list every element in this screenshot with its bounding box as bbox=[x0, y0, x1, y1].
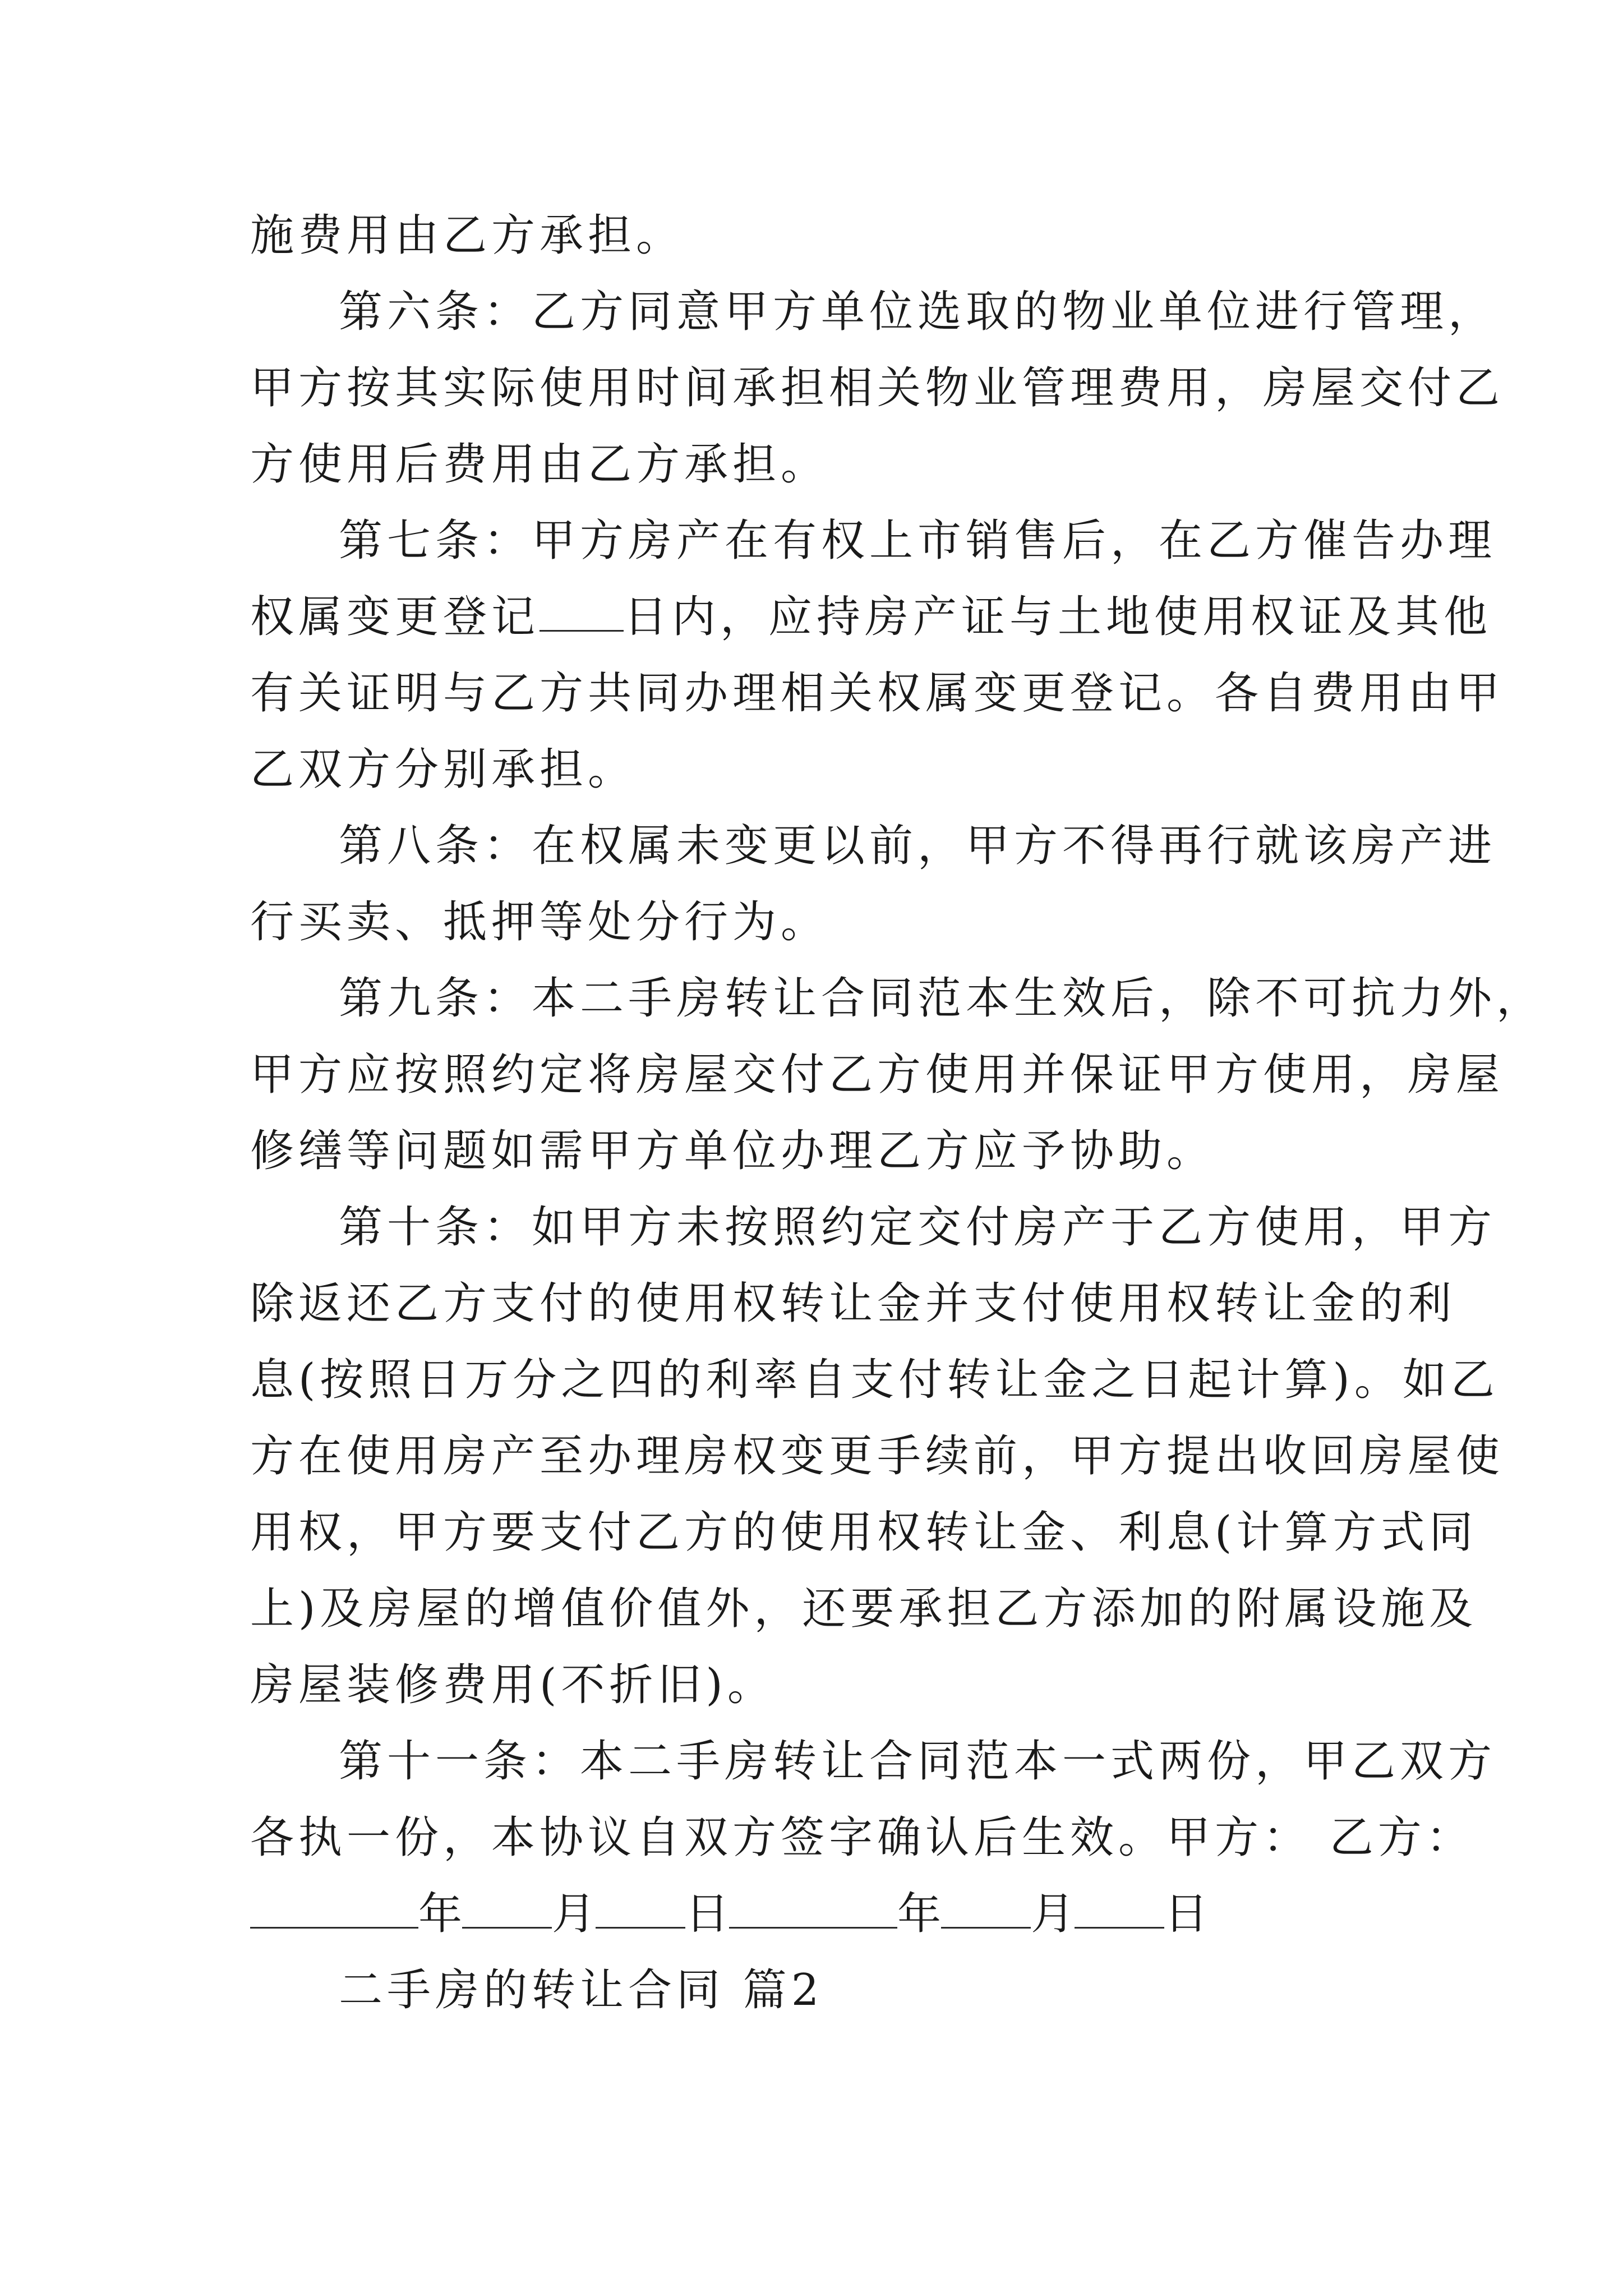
year-label: 年 bbox=[897, 1889, 942, 1939]
paragraph-line: 息(按照日万分之四的利率自支付转让金之日起计算)。如乙 bbox=[250, 1355, 1499, 1405]
paragraph-line: 乙双方分别承担。 bbox=[250, 744, 637, 795]
paragraph-line: 上)及房屋的增值价值外，还要承担乙方添加的附属设施及 bbox=[250, 1584, 1478, 1634]
paragraph-line: 甲方按其实际使用时间承担相关物业管理费用，房屋交付乙 bbox=[250, 363, 1505, 413]
article-10-heading-line: 第十条：如甲方未按照约定交付房产于乙方使用，甲方 bbox=[339, 1202, 1497, 1253]
month-label: 月 bbox=[552, 1889, 596, 1939]
paragraph-line: 房屋装修费用(不折旧)。 bbox=[250, 1660, 776, 1710]
paragraph-line: 甲方应按照约定将房屋交付乙方使用并保证甲方使用，房屋 bbox=[250, 1050, 1505, 1100]
paragraph-line: 除返还乙方支付的使用权转让金并支付使用权转让金的利 bbox=[250, 1278, 1456, 1329]
paragraph-line: 施费用由乙方承担。 bbox=[250, 210, 685, 261]
party-b-day-blank[interactable] bbox=[1075, 1888, 1164, 1929]
party-b-month-blank[interactable] bbox=[941, 1888, 1031, 1929]
fill-in-blank-days[interactable] bbox=[540, 591, 624, 632]
article-11-heading-line: 第十一条：本二手房转让合同范本一式两份，甲乙双方 bbox=[339, 1736, 1497, 1787]
paragraph-line: 各执一份，本协议自双方签字确认后生效。甲方： 乙方： bbox=[250, 1812, 1474, 1863]
article-7-heading-line: 第七条：甲方房产在有权上市销售后，在乙方催告办理 bbox=[339, 516, 1497, 566]
paragraph-line: 方在使用房产至办理房权变更手续前，甲方提出收回房屋使 bbox=[250, 1431, 1505, 1481]
month-label: 月 bbox=[1031, 1889, 1075, 1939]
paragraph-line: 用权，甲方要支付乙方的使用权转让金、利息(计算方式同 bbox=[250, 1507, 1478, 1558]
paragraph-line-with-blank bbox=[250, 590, 1492, 644]
line-segment: 权属变更登记 bbox=[250, 592, 540, 642]
day-label: 日 bbox=[685, 1889, 730, 1939]
paragraph-line: 行买卖、抵押等处分行为。 bbox=[250, 897, 829, 947]
section-heading: 二手房的转让合同 篇2 bbox=[339, 1965, 824, 2016]
signature-date-line bbox=[250, 1887, 1208, 1941]
article-9-heading-line: 第九条：本二手房转让合同范本生效后，除不可抗力外， bbox=[339, 973, 1545, 1024]
article-6-heading-line: 第六条：乙方同意甲方单位选取的物业单位进行管理， bbox=[339, 287, 1497, 337]
year-label: 年 bbox=[418, 1889, 463, 1939]
line-segment: 日内，应持房产证与土地使用权证及其他 bbox=[624, 592, 1492, 642]
party-b-year-blank[interactable] bbox=[729, 1888, 897, 1929]
paragraph-line: 方使用后费用由乙方承担。 bbox=[250, 439, 829, 490]
day-label: 日 bbox=[1164, 1889, 1209, 1939]
party-a-year-blank[interactable] bbox=[250, 1888, 418, 1929]
article-8-heading-line: 第八条：在权属未变更以前，甲方不得再行就该房产进 bbox=[339, 821, 1497, 871]
paragraph-line: 有关证明与乙方共同办理相关权属变更登记。各自费用由甲 bbox=[250, 668, 1505, 719]
party-a-day-blank[interactable] bbox=[596, 1888, 685, 1929]
paragraph-line: 修缮等问题如需甲方单位办理乙方应予协助。 bbox=[250, 1126, 1215, 1176]
party-a-month-blank[interactable] bbox=[462, 1888, 552, 1929]
